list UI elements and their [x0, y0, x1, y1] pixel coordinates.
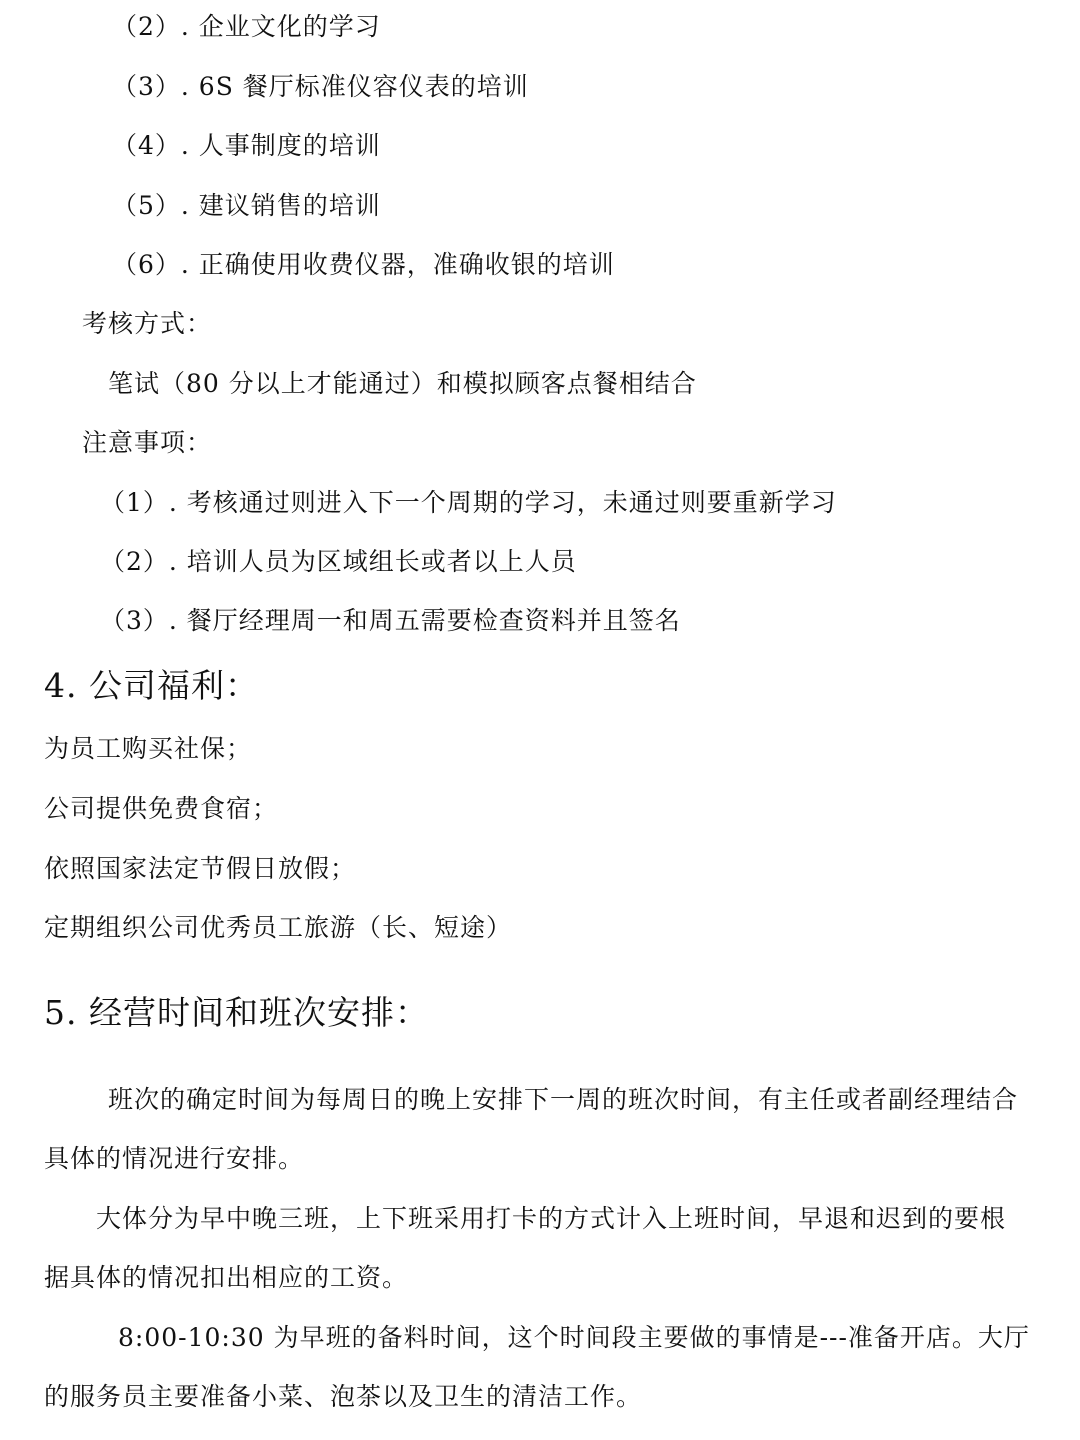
benefit-item: 为员工购买社保； [44, 734, 253, 763]
schedule-paragraph-line: 班次的确定时间为每周日的晚上安排下一周的班次时间，有主任或者副经理结合 [108, 1085, 1019, 1114]
notes-label: 注意事项： [82, 428, 213, 457]
section5-title: 5. 经营时间和班次安排： [44, 993, 429, 1032]
training-item: （2）. 企业文化的学习 [112, 12, 381, 41]
note-item: （2）. 培训人员为区域组长或者以上人员 [100, 547, 577, 576]
benefit-item: 公司提供免费食宿； [44, 794, 279, 823]
training-item: （3）. 6S 餐厅标准仪容仪表的培训 [112, 72, 529, 101]
note-item: （1）. 考核通过则进入下一个周期的学习，未通过则要重新学习 [100, 488, 837, 517]
schedule-paragraph-line: 的服务员主要准备小菜、泡茶以及卫生的清洁工作。 [44, 1382, 643, 1411]
section4-title: 4. 公司福利： [44, 666, 259, 705]
schedule-paragraph-line: 据具体的情况扣出相应的工资。 [44, 1263, 409, 1292]
training-item: （5）. 建议销售的培训 [112, 191, 381, 220]
benefit-item: 依照国家法定节假日放假； [44, 854, 357, 883]
training-item: （6）. 正确使用收费仪器，准确收银的培训 [112, 250, 615, 279]
training-item: （4）. 人事制度的培训 [112, 131, 381, 160]
benefit-item: 定期组织公司优秀员工旅游（长、短途） [44, 913, 513, 942]
assessment-label: 考核方式： [82, 309, 213, 338]
schedule-paragraph-line: 8:00-10:30 为早班的备料时间，这个时间段主要做的事情是---准备开店。大厅 [118, 1323, 1030, 1352]
assessment-text: 笔试（80 分以上才能通过）和模拟顾客点餐相结合 [108, 369, 697, 398]
note-item: （3）. 餐厅经理周一和周五需要检查资料并且签名 [100, 606, 681, 635]
schedule-paragraph-line: 大体分为早中晚三班，上下班采用打卡的方式计入上班时间，早退和迟到的要根 [96, 1204, 1007, 1233]
schedule-paragraph-line: 具体的情况进行安排。 [44, 1144, 305, 1173]
